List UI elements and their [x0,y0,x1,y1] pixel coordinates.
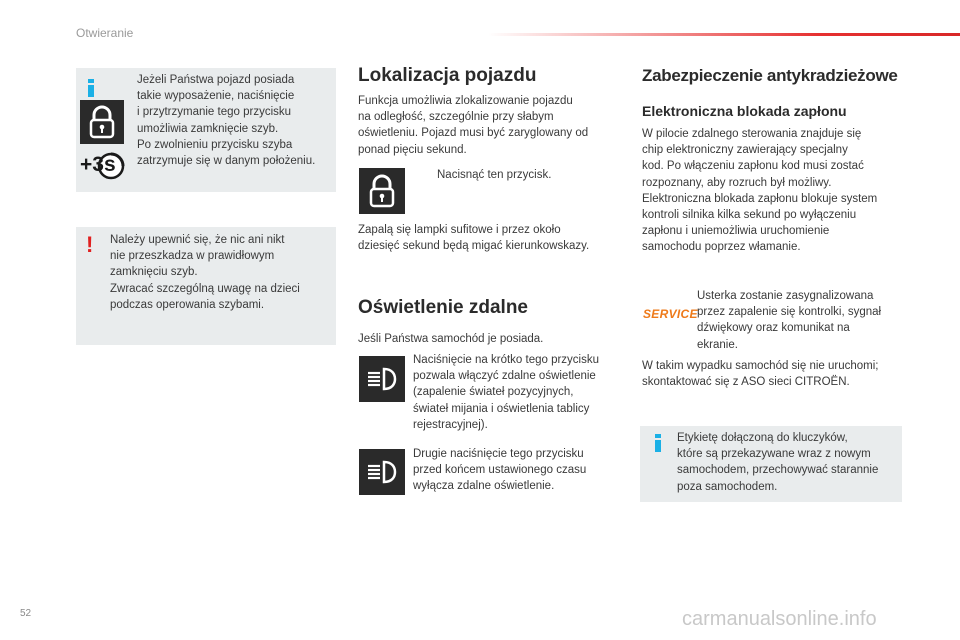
warning-icon: ! [86,232,94,257]
text-line: przez zapalenie się kontrolki, sygnał [697,306,882,319]
text-line: (zapalenie świateł pozycyjnych, [413,386,574,399]
warning-text [110,232,332,313]
text-line: poza samochodem. [677,480,778,493]
text-line: Należy upewnić się, że nic ani nikt [110,234,285,246]
text-line: kod. Po włączeniu zapłonu kod musi zostać [642,160,864,173]
text-line: Drugie naciśnięcie tego przycisku [413,448,584,460]
security-title: Zabezpieczenie antykradzieżowe [642,66,898,85]
text-line: zapłonu i uniemożliwia uruchomienie [642,225,830,238]
text-line: skontaktować się z ASO sieci CITROËN. [642,376,850,389]
info-text [137,72,333,169]
text-line: samochodem, przechowywać starannie [677,464,879,477]
text-line: samochodu poprzez włamanie. [642,241,801,254]
text-line: chip elektroniczny zawierający specjalny [642,144,848,157]
headlight-button-icon [359,356,405,402]
lock-button-icon [80,100,124,144]
text-line: zatrzymuje się w danym położeniu. [137,155,316,168]
text-line: Jeżeli Państwa pojazd posiada [137,74,295,86]
text-line: wyłącza zdalne oświetlenie. [413,480,555,493]
info-box-key-label [640,426,902,502]
remote-lighting-intro: Jeśli Państwa samochód je posiada. [358,333,544,345]
locate-title: Lokalizacja pojazdu [358,65,537,86]
text-line: umożliwia zamknięcie szyb. [137,122,279,135]
nostart-text [642,358,922,390]
text-line: Naciśnięcie na krótko tego przycisku [413,354,599,366]
text-line: W pilocie zdalnego sterowania znajduje się [642,128,862,140]
text-line: dźwiękowy oraz komunikat na [697,322,850,335]
locate-text [358,93,620,158]
text-line: i przytrzymanie tego przycisku [137,106,292,119]
text-line: kontroli silnika kilka sekund po wyłączeniu [642,209,857,222]
fault-text [697,288,907,353]
text-line: na odległość, szczególnie przy słabym [358,111,554,124]
text-line: takie wyposażenie, naciśnięcie [137,90,295,103]
text-line: Zwracać szczególną uwagę na dzieci [110,282,300,295]
text-line: Zapalą się lampki sufitowe i przez około [358,224,561,236]
press-instruction: Nacisnąć ten przycisk. [437,169,552,181]
immobilizer-title: Elektroniczna blokada zapłonu [642,103,847,119]
info-box-window-close [76,68,336,192]
text-line: rozpoznany, aby rozruch był możliwy. [642,176,832,189]
hold-3s-label: +3s [80,153,116,176]
text-line: Po zwolnieniu przycisku szyba [137,138,293,151]
text-line: oświetleniu. Pojazd musi być zaryglowany od [358,127,589,140]
text-line: podczas operowania szybami. [110,298,265,311]
text-line: zamknięciu szyb. [110,266,198,279]
lock-button-icon [359,168,405,214]
section-header: Otwieranie [76,26,134,40]
service-warning-icon: SERVICE [643,307,698,321]
page-number: 52 [20,608,32,619]
text-line: dziesięć sekund będą migać kierunkowskazy. [358,240,590,253]
text-line: Usterka zostanie zasygnalizowana [697,290,874,302]
blink-text [358,222,628,254]
text-line: Elektroniczna blokada zapłonu blokuje system [642,192,878,205]
text-line: Funkcja umożliwia zlokalizowanie pojazdu [358,95,573,107]
text-line: Etykietę dołączoną do kluczyków, [677,432,848,444]
text-line: świateł mijania i oświetlenia tablicy [413,402,590,415]
text-line: przed końcem ustawionego czasu [413,464,587,477]
watermark: carmanualsonline.info [682,608,877,630]
immobilizer-text [642,126,912,256]
short-press-text [413,352,623,433]
header-accent-bar [488,33,960,36]
text-line: pozwala włączyć zdalne oświetlenie [413,370,596,383]
text-line: W takim wypadku samochód się nie uruchomi; [642,360,879,372]
text-line: ponad pięciu sekund. [358,143,467,156]
remote-lighting-title: Oświetlenie zdalne [358,297,528,318]
key-label-text [677,430,899,495]
text-line: rejestracyjnej). [413,418,488,431]
headlight-button-icon [359,449,405,495]
hold-3s-icon [78,152,126,180]
text-line: ekranie. [697,338,738,351]
text-line: które są przekazywane wraz z nowym [677,448,871,461]
text-line: nie przeszkadza w prawidłowym [110,250,275,263]
warning-box-window-safety [76,227,336,345]
second-press-text [413,446,623,495]
